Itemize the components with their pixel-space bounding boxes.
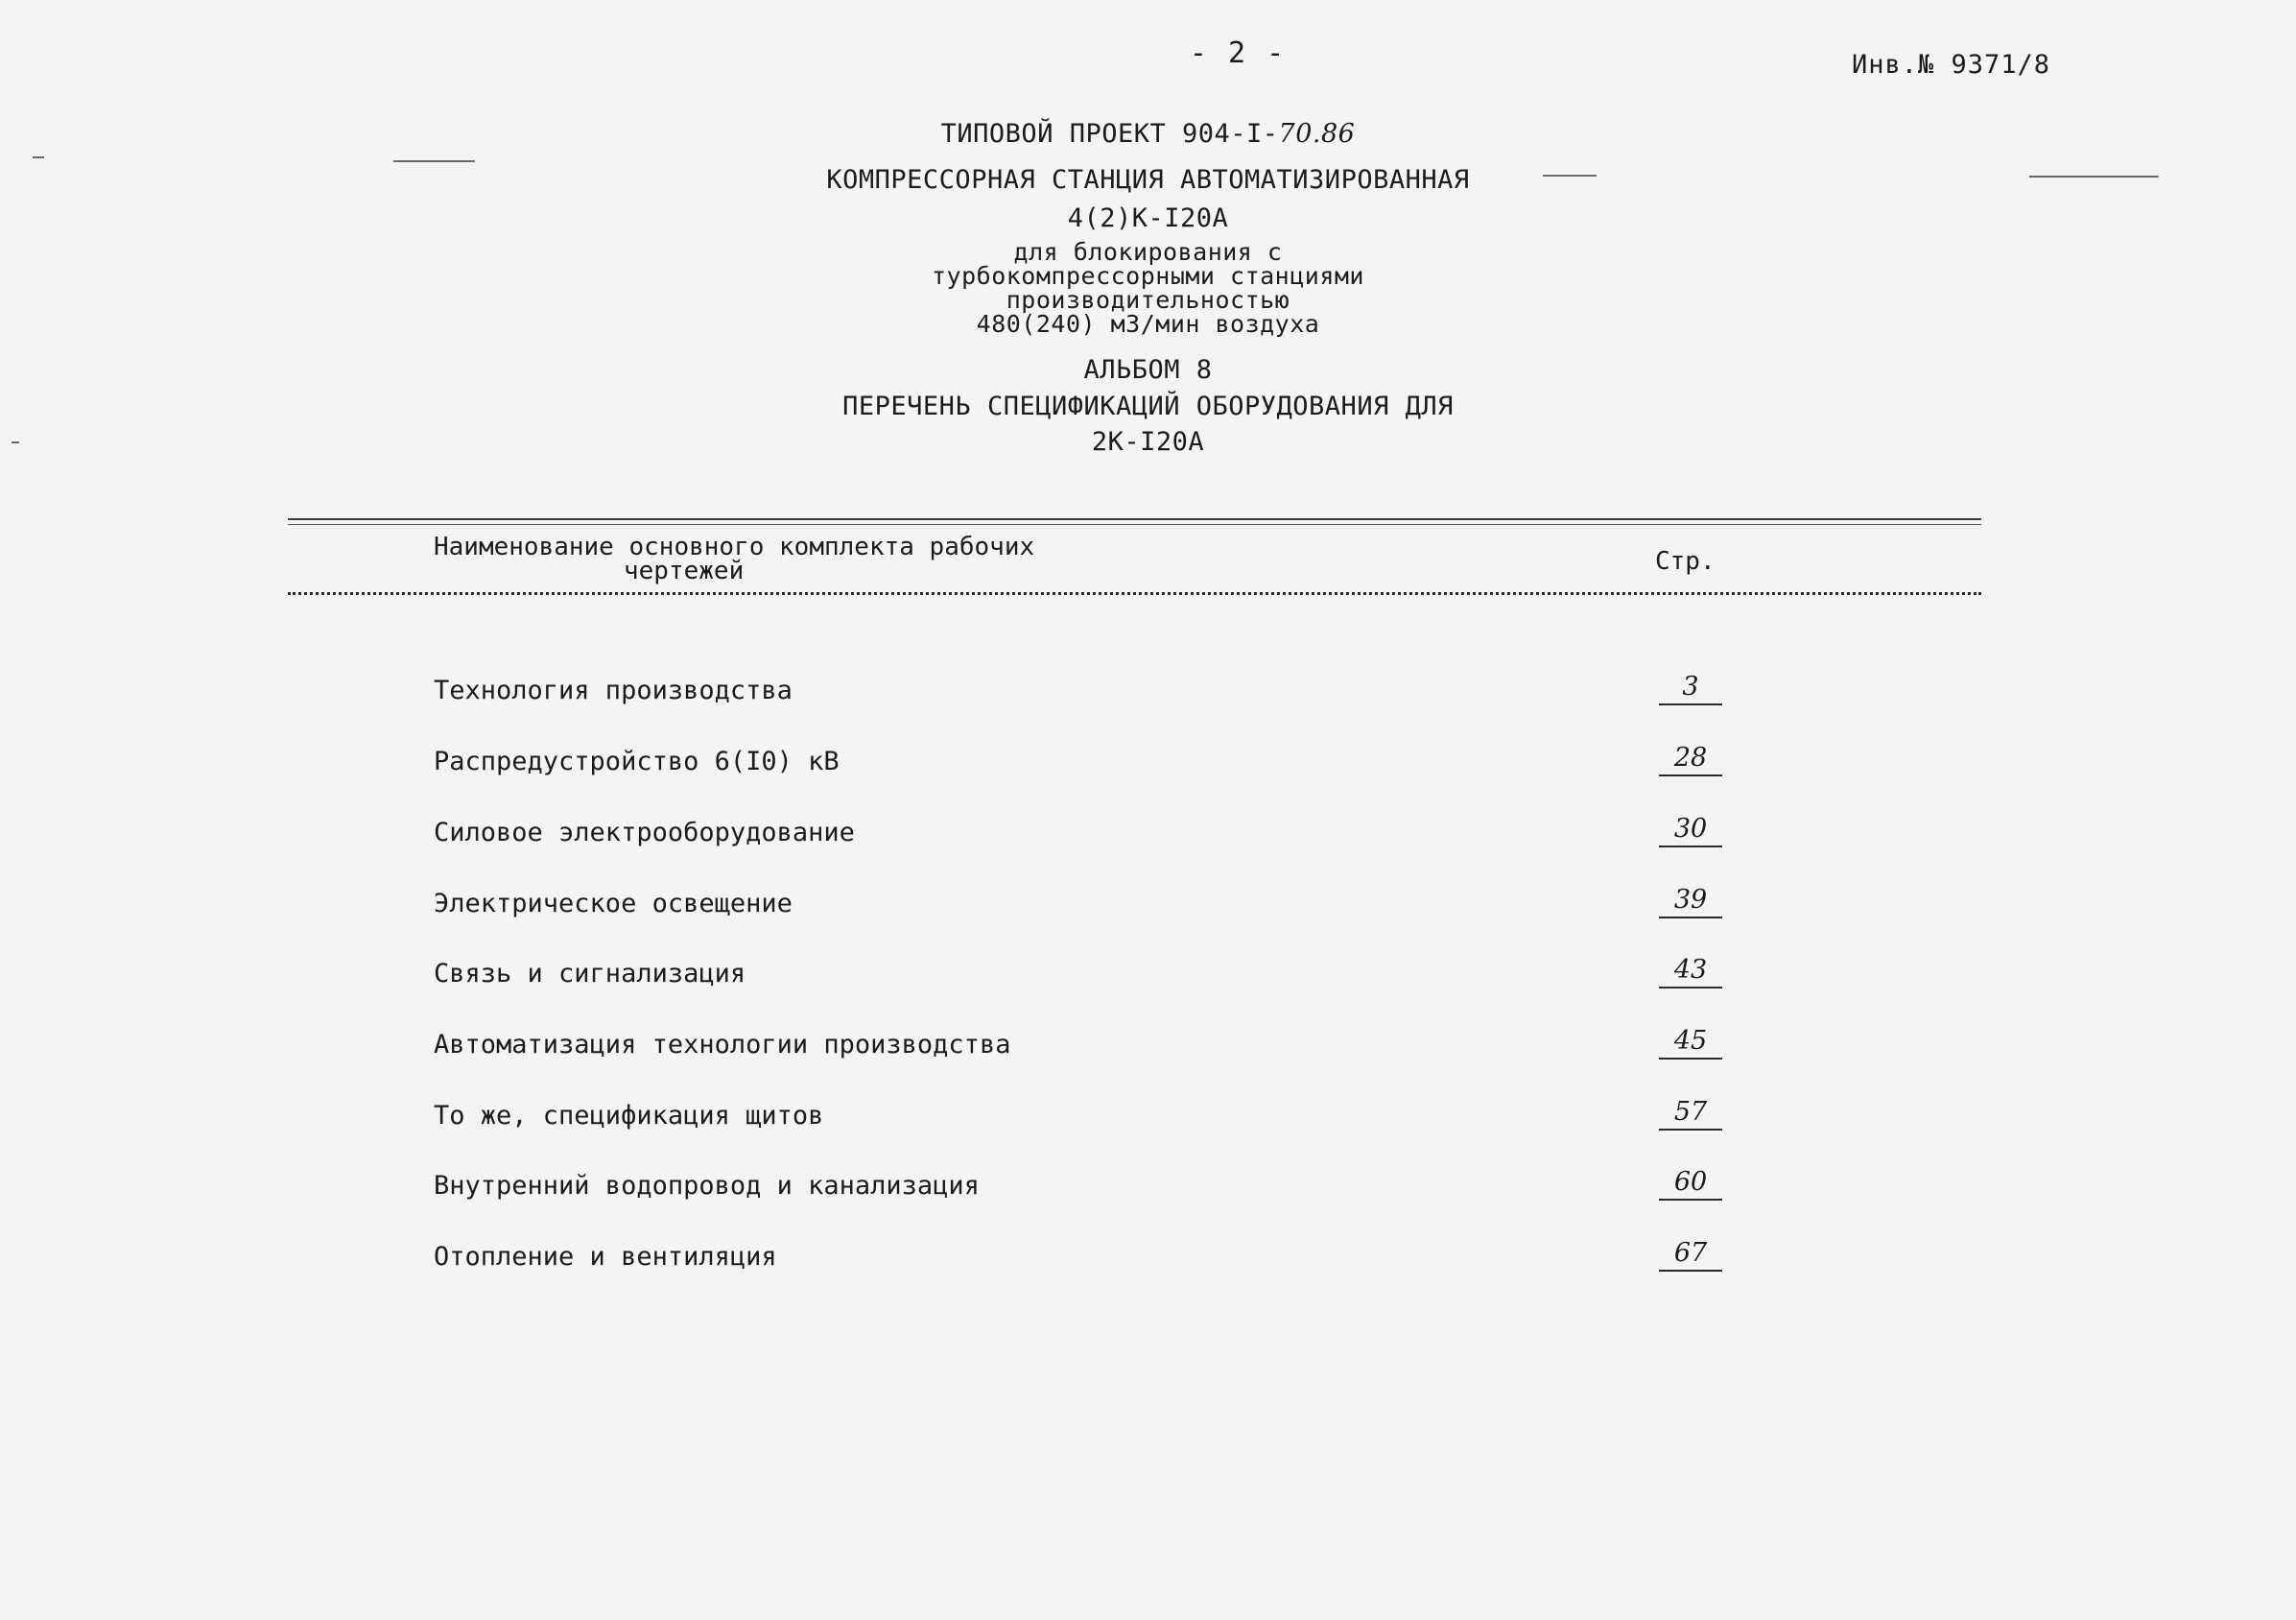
row-name: Отопление и вентиляция xyxy=(434,1242,777,1272)
project-code: 70.86 xyxy=(1278,119,1356,149)
row-name: Внутренний водопровод и канализация xyxy=(434,1171,980,1201)
station-name: КОМПРЕССОРНАЯ СТАНЦИЯ АВТОМАТИЗИРОВАННАЯ xyxy=(826,165,1470,195)
purpose-line-1: для блокирования с xyxy=(1013,238,1283,266)
row-name: Силовое электрооборудование xyxy=(434,818,855,847)
table-row xyxy=(434,743,1739,785)
station-model: 4(2)К-I20А xyxy=(1067,203,1229,233)
row-name: Технология производства xyxy=(434,676,793,705)
table-row xyxy=(434,1238,1739,1280)
row-page: 39 xyxy=(1659,885,1722,918)
page-number: - 2 - xyxy=(1189,36,1287,70)
table-row xyxy=(434,1026,1739,1068)
row-page: 43 xyxy=(1659,955,1722,989)
table-row xyxy=(434,1097,1739,1139)
table-row xyxy=(434,814,1739,856)
row-name: Связь и сигнализация xyxy=(434,959,746,989)
row-page: 28 xyxy=(1659,743,1722,776)
row-page: 45 xyxy=(1659,1026,1722,1060)
row-page: 60 xyxy=(1659,1167,1722,1201)
row-page: 57 xyxy=(1659,1097,1722,1131)
album-number: АЛЬБОМ 8 xyxy=(1083,355,1213,385)
purpose-line-2: турбокомпрессорными станциями xyxy=(932,262,1364,290)
row-page: 67 xyxy=(1659,1238,1722,1272)
column-header-page: Стр. xyxy=(1655,547,1716,576)
table-row xyxy=(434,955,1739,997)
purpose-line-3: производительностью xyxy=(1006,286,1290,314)
row-name: Электрическое освещение xyxy=(434,889,793,918)
inventory-number: Инв.№ 9371/8 xyxy=(1852,50,2051,80)
column-header-name-line2: чертежей xyxy=(624,557,745,585)
row-name: Автоматизация технологии производства xyxy=(434,1030,1011,1060)
column-header-name-line1: Наименование основного комплекта рабочих xyxy=(434,533,1035,561)
table-row xyxy=(434,672,1739,714)
row-page: 3 xyxy=(1659,672,1722,705)
purpose-line-4: 480(240) м3/мин воздуха xyxy=(976,310,1320,338)
album-model: 2К-I20А xyxy=(1091,427,1205,457)
album-title: ПЕРЕЧЕНЬ СПЕЦИФИКАЦИЙ ОБОРУДОВАНИЯ ДЛЯ xyxy=(842,392,1454,421)
table-row xyxy=(434,885,1739,927)
project-label: ТИПОВОЙ ПРОЕКТ 904-I- xyxy=(940,119,1279,149)
table-row xyxy=(434,1167,1739,1209)
row-page: 30 xyxy=(1659,814,1722,847)
row-name: Распредустройство 6(I0) кВ xyxy=(434,747,840,776)
row-name: То же, спецификация щитов xyxy=(434,1101,824,1131)
